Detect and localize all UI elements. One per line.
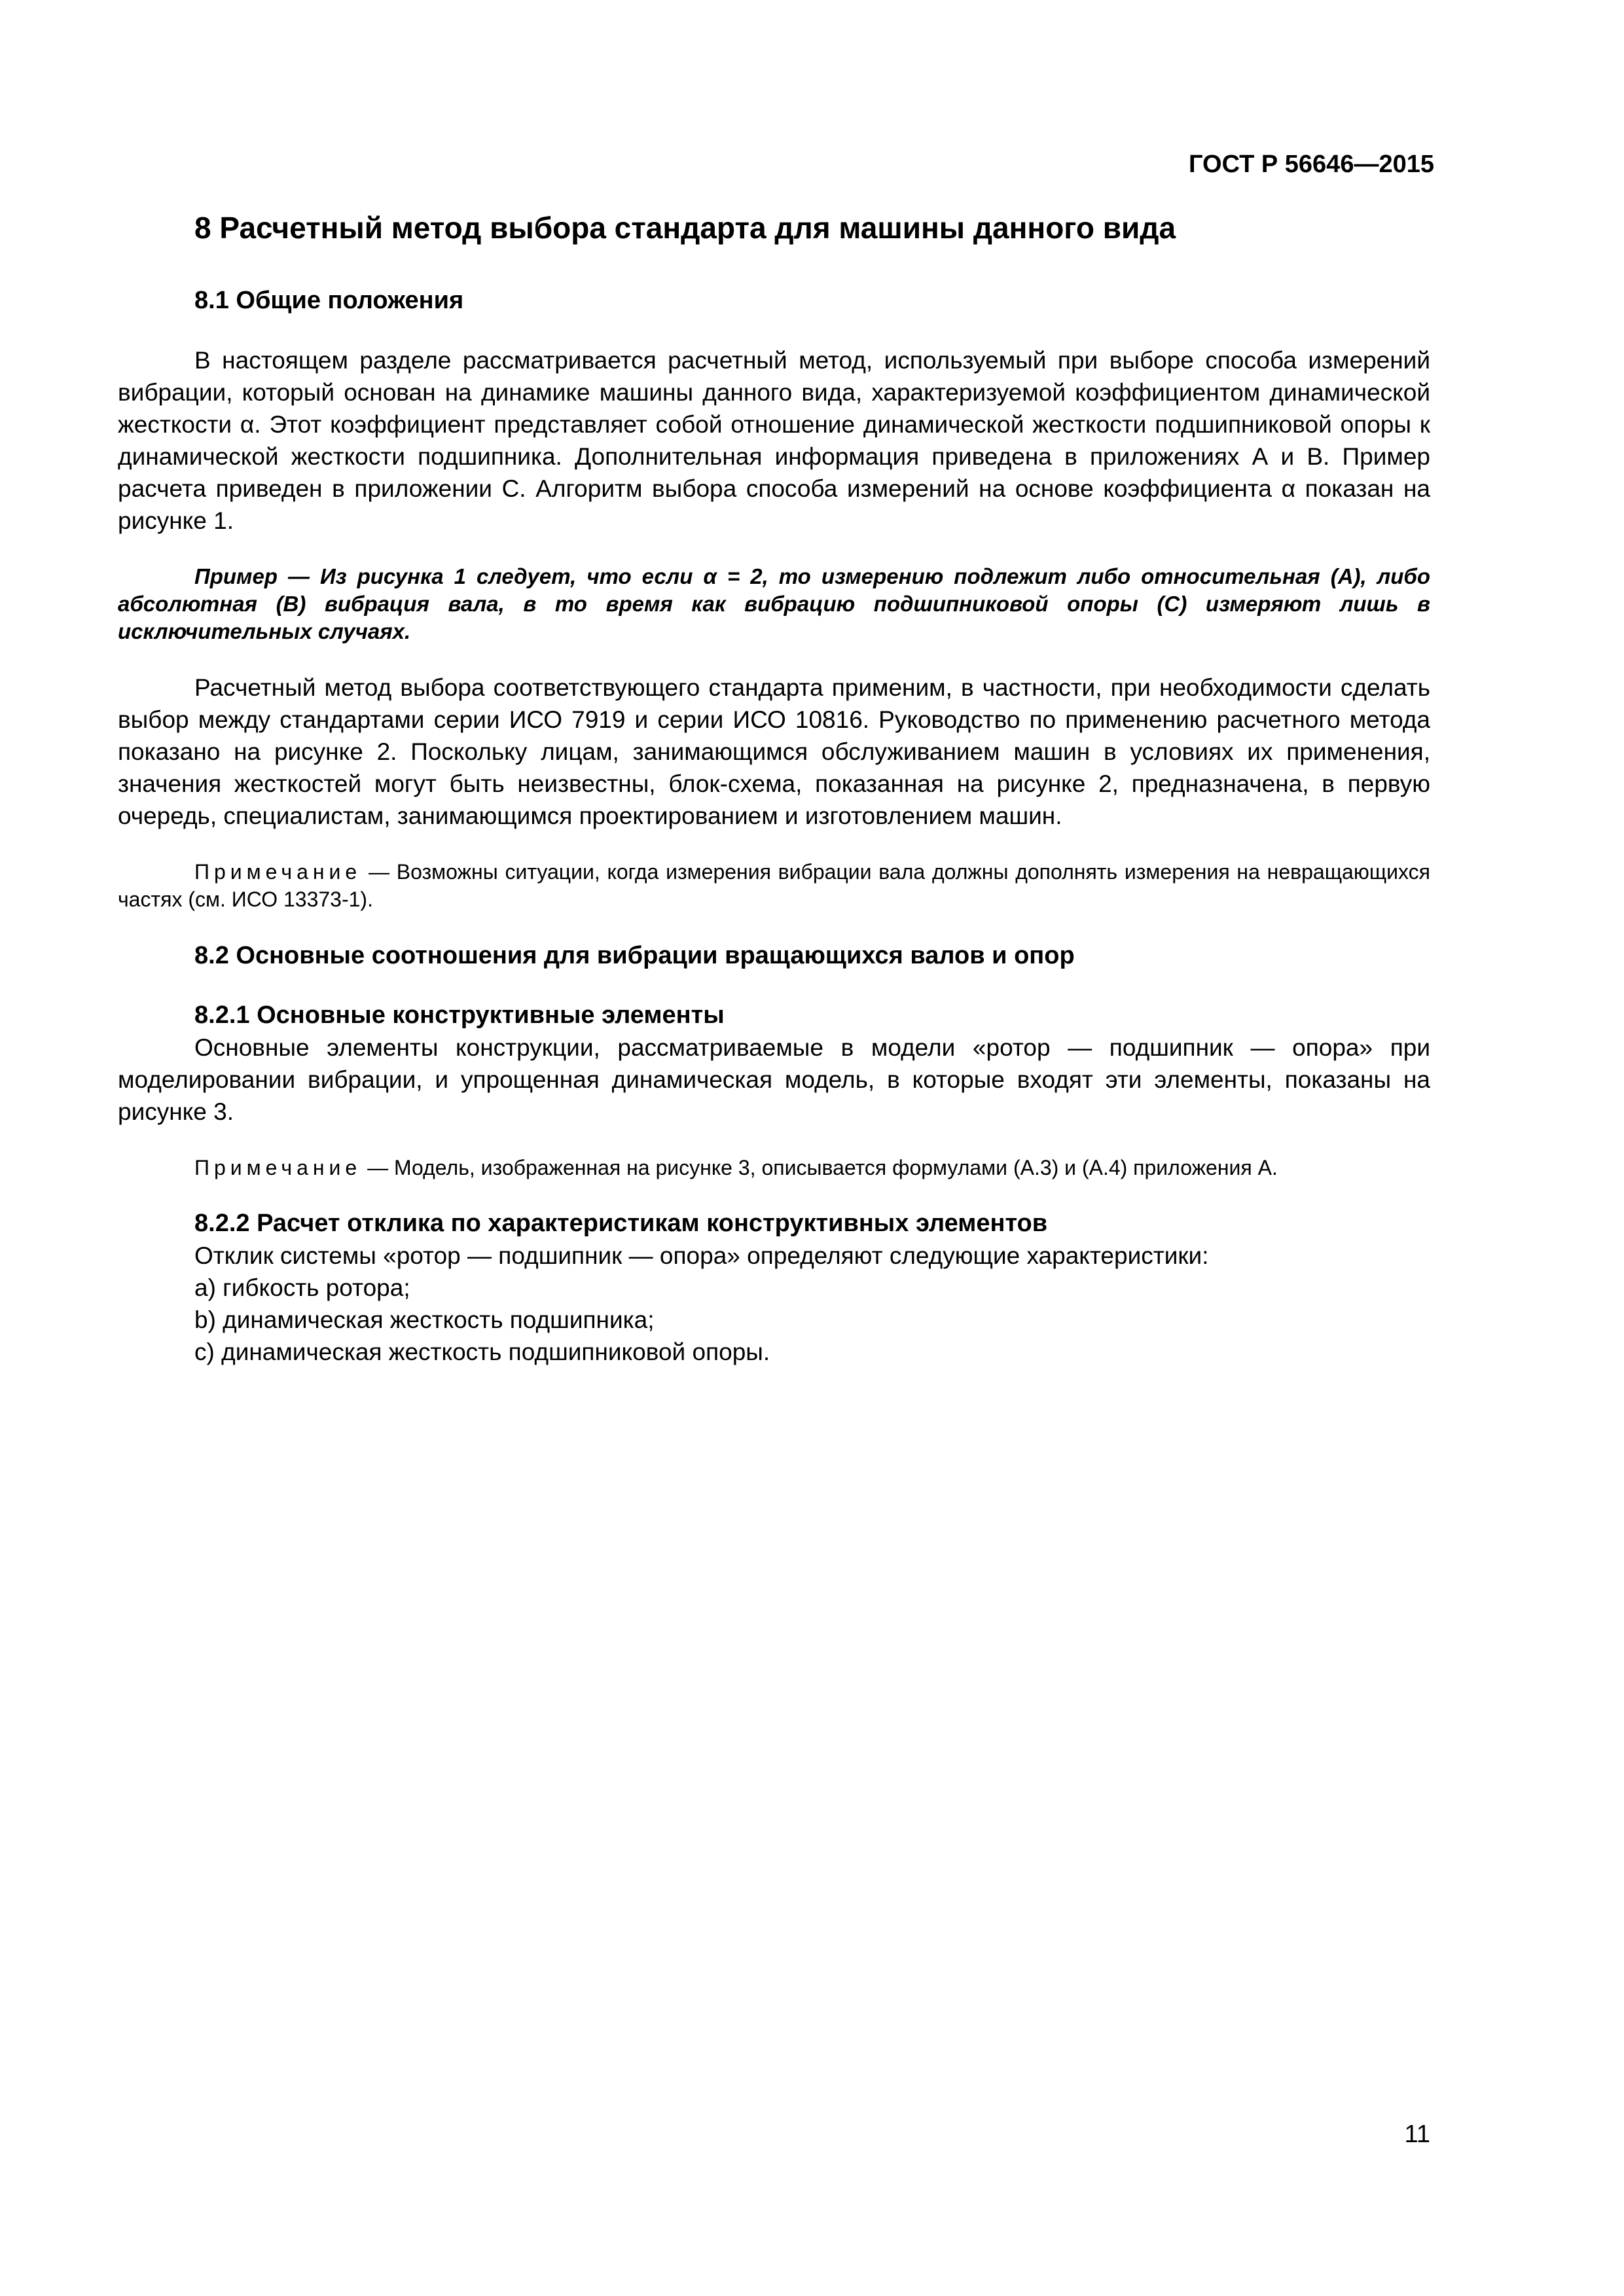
clause-title-8-2-2: 8.2.2 Расчет отклика по характеристикам конструктивных элементов <box>194 1210 1048 1237</box>
paragraph-8-1-method: Расчетный метод выбора соответствующего стандарта применим, в частности, при необходимости сделать выбор между стандартами серии ИСО 7919 и серии ИСО 10816. Руководство по применению расчетного метода показано на рисунке 2. Поскольку лицам, занимающимся обслуживанием машин в условиях их применения, значения жесткостей могут быть неизвестны, блок-схема, показанная на рисунке 2, предназначена, в первую очередь, специалистам, занимающимся проектированием и изготовлением машин. <box>118 674 1430 829</box>
list-item: b) динамическая жесткость подшипника; <box>194 1306 655 1333</box>
clause-title-8-2-1: 8.2.1 Основные конструктивные элементы <box>194 1001 725 1029</box>
subsection-title-8-1: 8.1 Общие положения <box>194 287 464 314</box>
example-paragraph: Пример — Из рисунка 1 следует, что если α = 2, то измерению подлежит либо относительная (А), либо абсолютная (В) вибрация вала, в то время как вибрацию подшипниковой опоры (С) измеряют лишь в исключительных случаях. <box>118 564 1430 643</box>
page-content <box>118 208 1430 1368</box>
page-number: 11 <box>1404 2121 1430 2148</box>
document-id: ГОСТ Р 56646—2015 <box>1189 151 1434 178</box>
note-8-2-1 <box>118 1154 1430 1181</box>
note-text: — Модель, изображенная на рисунке 3, описывается формулами (А.3) и (А.4) приложения А. <box>361 1156 1278 1179</box>
list-item: c) динамическая жесткость подшипниковой опоры. <box>194 1338 770 1365</box>
note-label: Примечание <box>194 1156 362 1179</box>
paragraph-8-2-1: Основные элементы конструкции, рассматриваемые в модели «ротор — подшипник — опора» при моделировании вибрации, и упрощенная динамическая модель, в которые входят эти элементы, показаны на рисунке 3. <box>118 1034 1430 1125</box>
note-label: Примечание <box>194 860 362 884</box>
note-8-1 <box>118 858 1430 913</box>
paragraph-8-2-2: Отклик системы «ротор — подшипник — опора» определяют следующие характеристики: <box>194 1242 1209 1269</box>
section-title: 8 Расчетный метод выбора стандарта для машины данного вида <box>194 211 1176 245</box>
subsection-title-8-2: 8.2 Основные соотношения для вибрации вращающихся валов и опор <box>194 942 1075 969</box>
list-item: а) гибкость ротора; <box>194 1274 410 1301</box>
note-text: — Возможны ситуации, когда измерения вибрации вала должны дополнять измерения на невращающихся частях (см. ИСО 13373-1). <box>118 860 1430 911</box>
paragraph-8-1-intro: В настоящем разделе рассматривается расчетный метод, используемый при выборе способа измерений вибрации, который основан на динамике машины данного вида, характеризуемой коэффициентом динамической жесткости α. Этот коэффициент представляет собой отношение динамической жесткости подшипниковой опоры к динамической жесткости подшипника. Дополнительная информация приведена в приложениях А и В. Пример расчета приведен в приложении С. Алгоритм выбора способа измерений на основе коэффициента α показан на рисунке 1. <box>118 347 1430 534</box>
